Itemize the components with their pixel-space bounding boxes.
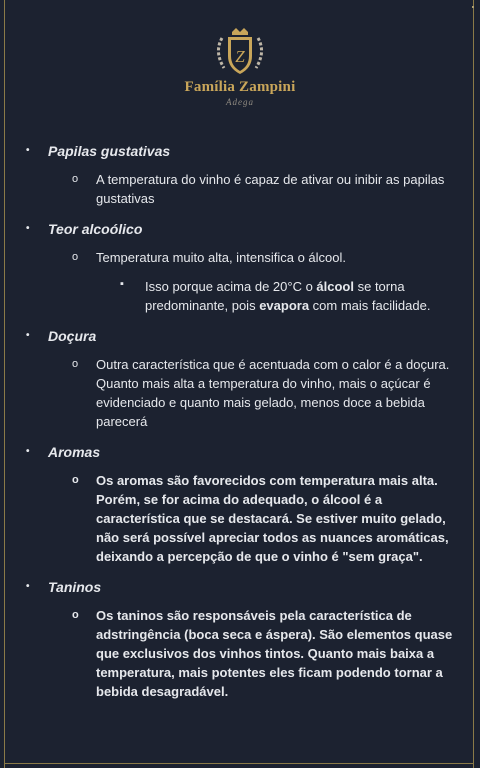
bullet-level2: o — [72, 251, 79, 263]
bullet-level1: • — [26, 145, 30, 156]
brand-monogram: Z — [235, 47, 245, 66]
item-text: Os aromas são favorecidos com temperatura mais alta. Porém, se for acima do adequado, o álcool é a característica que se destacará. Se estiver muito gelado, não será possível apreciar todos as nuances aromáticas, deixando a percepção de que o vinho é "sem graça". — [96, 473, 449, 564]
section-title: Papilas gustativas — [48, 143, 171, 159]
bullet-level1: • — [26, 446, 30, 457]
section-taninos — [0, 576, 480, 598]
list-item — [0, 248, 480, 267]
sub-list-item — [0, 277, 480, 315]
item-text: Os taninos são responsáveis pela característica de adstringência (boca seca e áspera). São elementos quase que exclusivos dos vinhos tintos. Quanto mais baixa a temperatura, mais potentes eles ficam podendo tornar a bebida desagradável. — [96, 608, 453, 699]
frame-bottom-border — [4, 763, 474, 764]
crest-icon — [208, 24, 272, 78]
brand-subtitle: Adega — [226, 97, 254, 107]
bullet-level1: • — [26, 330, 30, 341]
bullet-level2: o — [72, 173, 79, 185]
section-title: Teor alcoólico — [48, 221, 143, 237]
bullet-level1: • — [26, 223, 30, 234]
item-text: A temperatura do vinho é capaz de ativar ou inibir as papilas gustativas — [96, 172, 445, 206]
bullet-level2: o — [72, 609, 79, 621]
brand-name: Família Zampini — [184, 79, 296, 95]
item-text: Temperatura muito alta, intensifica o álcool. — [96, 250, 347, 265]
list-item — [0, 170, 480, 208]
section-title: Aromas — [48, 444, 101, 460]
bullet-level2: o — [72, 474, 79, 486]
list-item — [0, 355, 480, 431]
sub-text-2: se torna predominante, pois — [145, 279, 405, 313]
bullet-level3: ▪ — [120, 278, 124, 290]
highlight-evapora: evapora — [259, 298, 310, 313]
section-teor-alcoolico — [0, 218, 480, 240]
section-title: Doçura — [48, 328, 97, 344]
highlight-alcool: álcool — [316, 279, 354, 294]
list-item — [0, 606, 480, 701]
section-papilas — [0, 140, 480, 162]
corner-dot — [472, 6, 474, 8]
list-item — [0, 471, 480, 566]
sub-text-3: com mais facilidade. — [309, 298, 431, 313]
section-docura — [0, 325, 480, 347]
content-list — [0, 140, 480, 711]
section-aromas — [0, 441, 480, 463]
sub-text-1: Isso porque acima de 20°C o — [145, 279, 317, 294]
section-title: Taninos — [48, 579, 102, 595]
brand-logo — [170, 24, 310, 114]
item-text: Outra característica que é acentuada com o calor é a doçura. Quanto mais alta a temperatura do vinho, mais o açúcar é evidenciado e quanto mais gelado, menos doce a bebida parecerá — [96, 357, 450, 429]
bullet-level2: o — [72, 358, 79, 370]
bullet-level1: • — [26, 581, 30, 592]
